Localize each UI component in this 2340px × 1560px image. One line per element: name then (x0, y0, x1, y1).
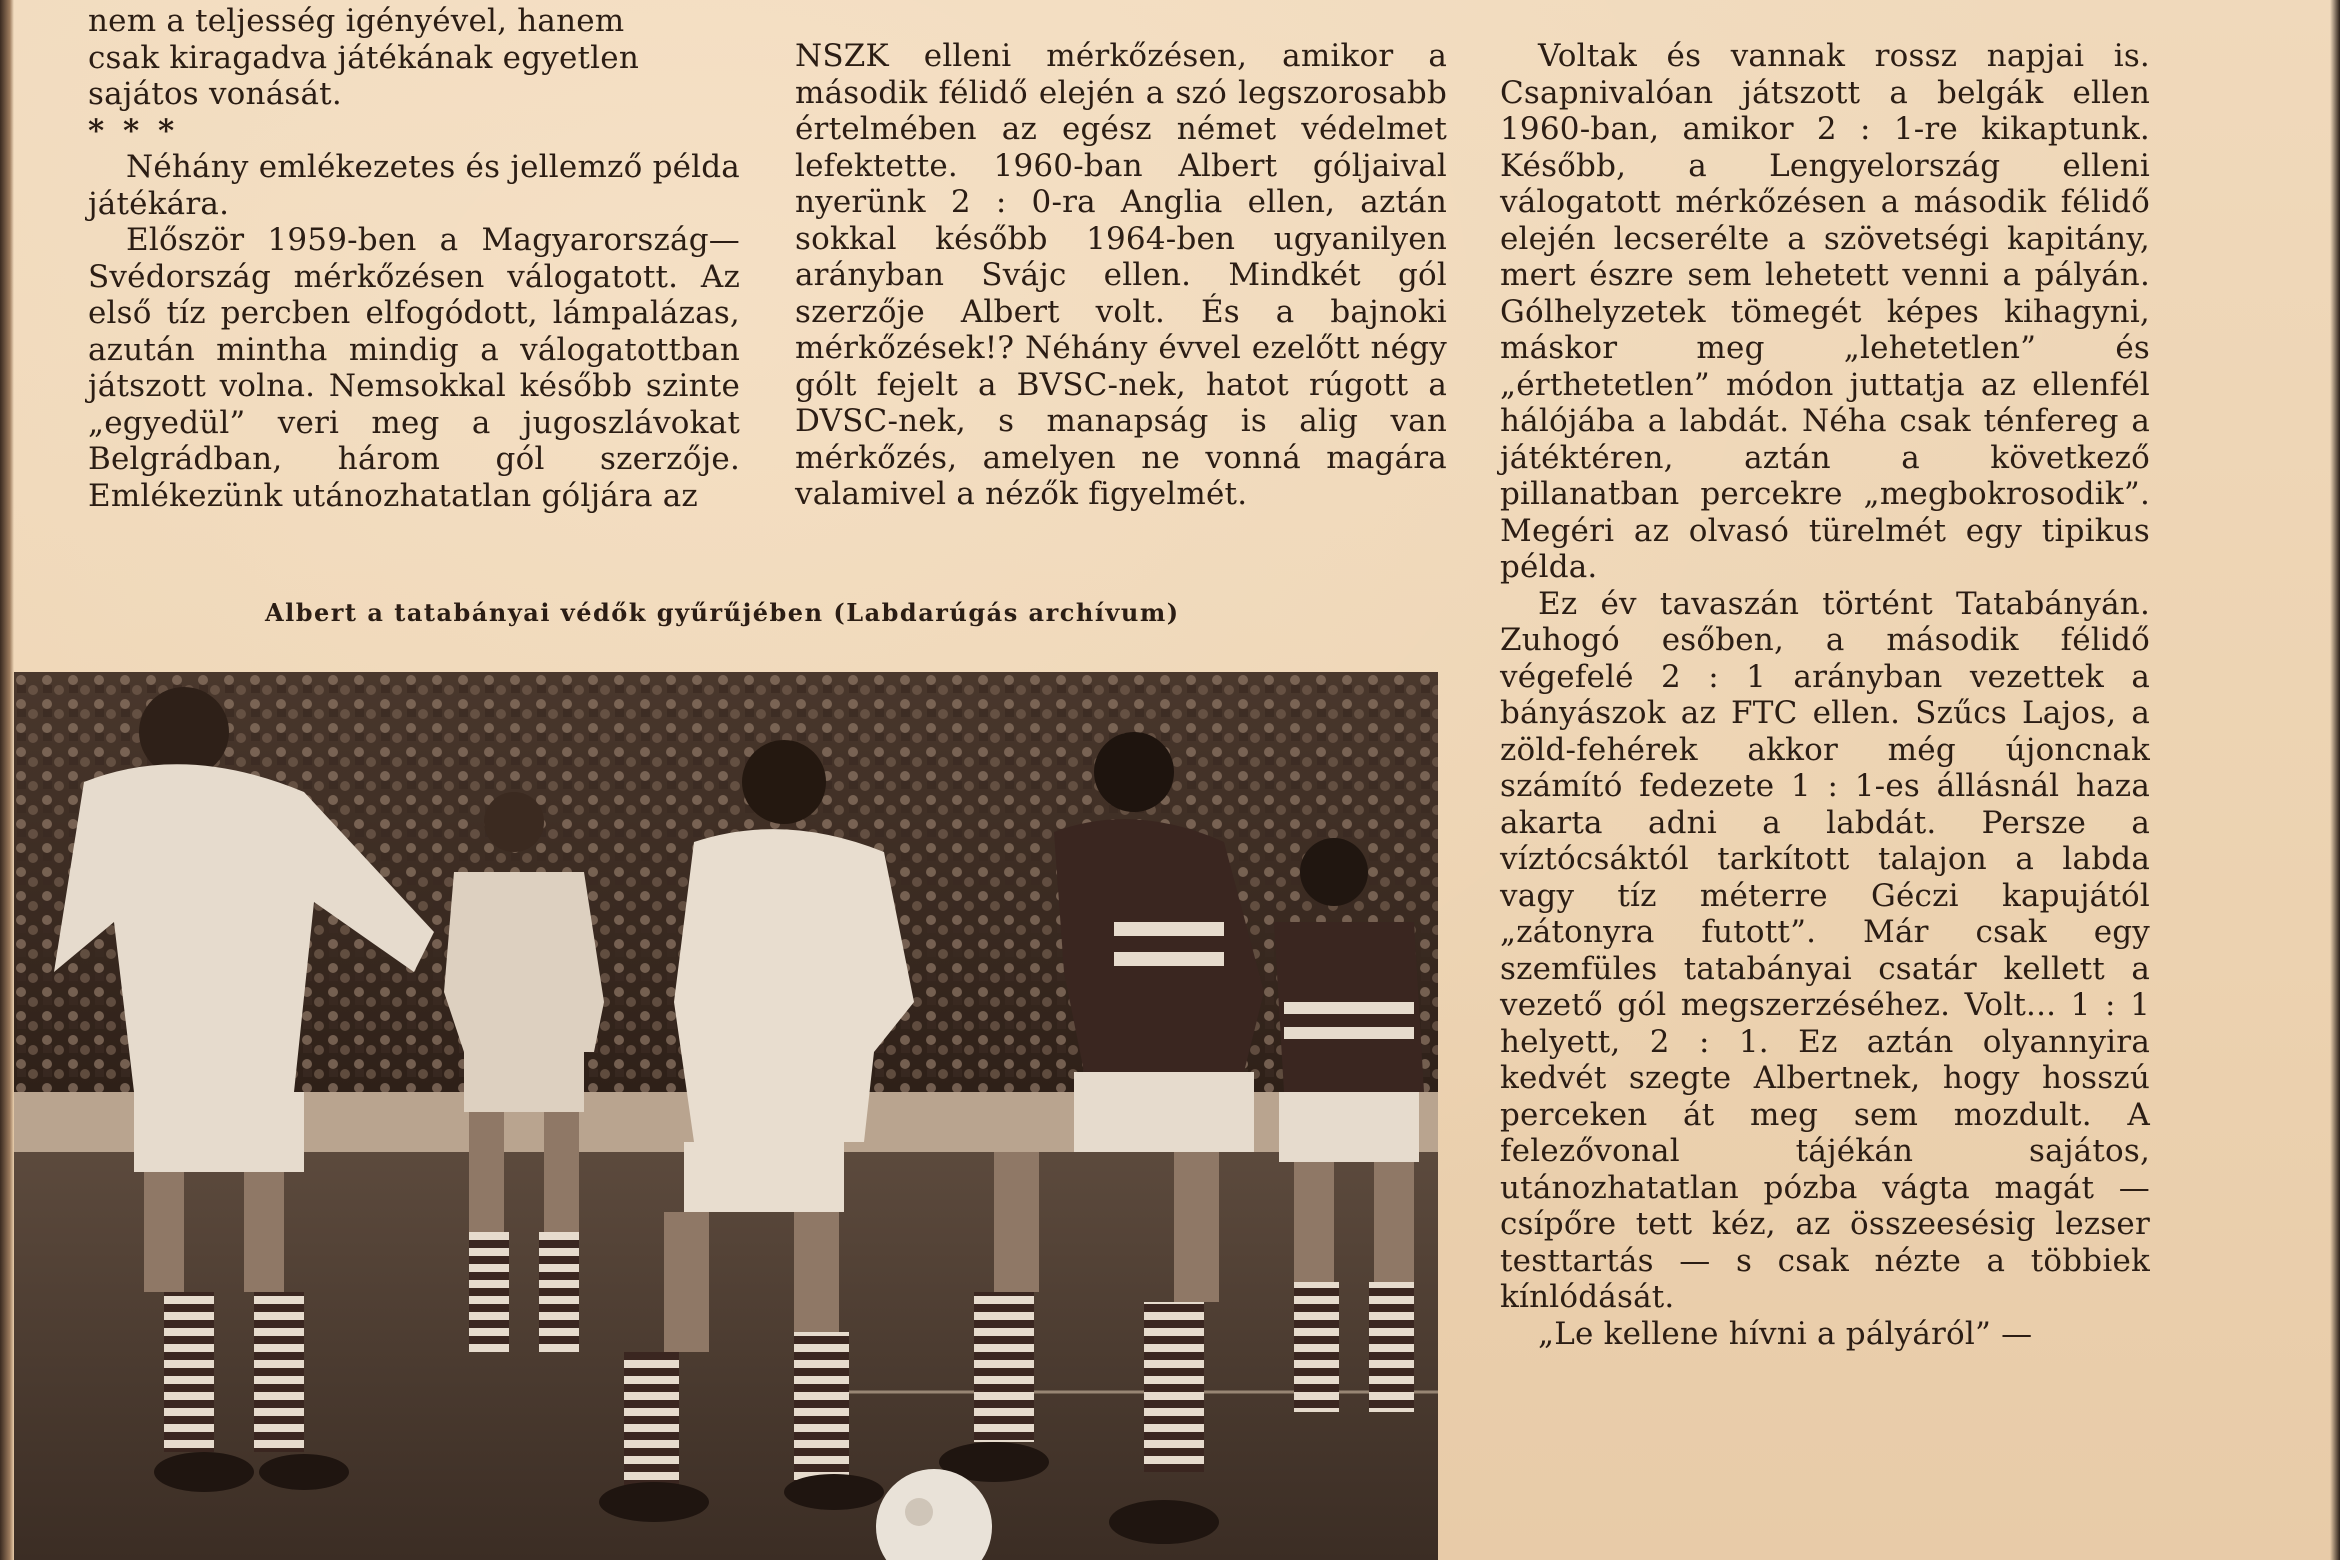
paragraph: Először 1959-ben a Magyarország—Svédország mérkőzésen válogatott. Az első tíz percben elfogódott, lámpalázas, azután mintha mindig a válogatottban játszott volna. Nemsokkal később szinte „egyedül” veri meg a jugoszlávokat Belgrádban, három gól szerzője. Emlékezünk utánozhatatlan góljára az (88, 222, 740, 514)
section-separator: * * * (88, 112, 179, 149)
photo-caption: Albert a tatabányai védők gyűrűjében (Labdarúgás archívum) (265, 598, 1180, 627)
page-binding-shadow (0, 0, 14, 1560)
paragraph: „Le kellene hívni a pályáról” — (1538, 1315, 2033, 1352)
page-edge-shadow (2330, 0, 2340, 1560)
text-line: sajátos vonását. (88, 76, 342, 112)
text-line: nem a teljesség igényével, hanem (88, 3, 625, 39)
text-column-middle (795, 38, 1447, 513)
paragraph: Ez év tavaszán történt Tatabányán. Zuhogó esőben, a második félidő végefelé 2 : 1 arányban vezettek a bányászok az FTC ellen. Szűcs Lajos, a zöld-fehérek akkor még újoncnak számító fedezete 1 : 1-es állásnál haza akarta adni a labdát. Persze a víztócsáktól tarkított talajon a labda vagy tíz méterre Géczi kapujától „zátonyra futott”. Már csak egy szemfüles tatabányai csatár kellett a vezető gól megszerzéséhez. Volt... 1 : 1 helyett, 2 : 1. Ez aztán olyannyira kedvét szegte Albertnek, hogy hosszú perceken át meg sem mozdult. A felezővonal tájékán sajátos, utánozhatatlan pózba vágta magát — csípőre tett kéz, az összeesésig lezser testtartás — s csak nézte a többiek kínlódását. (1500, 585, 2150, 1315)
pitch (14, 1152, 1438, 1560)
football-match-photo (14, 672, 1438, 1560)
paragraph: NSZK elleni mérkőzésen, amikor a második félidő elején a szó legszorosabb értelmében az egész német védelmet lefektette. 1960-ban Albert góljaival nyerünk 2 : 0-ra Anglia ellen, aztán sokkal később 1964-ben ugyanilyen arányban Svájc ellen. Mindkét gól szerzője Albert volt. És a bajnoki mérkőzések!? Néhány évvel ezelőtt négy gólt fejelt a BVSC-nek, hatot rúgott a DVSC-nek, s manapság is alig van mérkőzés, amelyen ne vonná magára valamivel a nézők figyelmét. (795, 38, 1447, 512)
ball-highlight (905, 1498, 933, 1526)
photo-illustration (14, 672, 1438, 1560)
text-column-left (88, 3, 740, 514)
paragraph: Néhány emlékezetes és jellemző példa játékára. (88, 149, 740, 222)
text-line: csak kiragadva játékának egyetlen (88, 39, 639, 76)
paragraph: Voltak és vannak rossz napjai is. Csapnivalóan játszott a belgák ellen 1960-ban, amikor 2 : 1-re kikaptunk. Később, a Lengyelország elleni válogatott mérkőzésen a második félidő elején lecserélte a szövetségi kapitány, mert észre sem lehetett venni a pályán. Gólhelyzetek tömegét képes kihagyni, máskor meg „lehetetlen” és „érthetetlen” módon juttatja az ellenfél hálójába a labdát. Néha csak ténfereg a játéktéren, aztán a következő pillanatban percekre „megbokrosodik”. Megéri az olvasó türelmét egy tipikus példa. (1500, 38, 2150, 585)
text-column-right (1500, 38, 2150, 1352)
